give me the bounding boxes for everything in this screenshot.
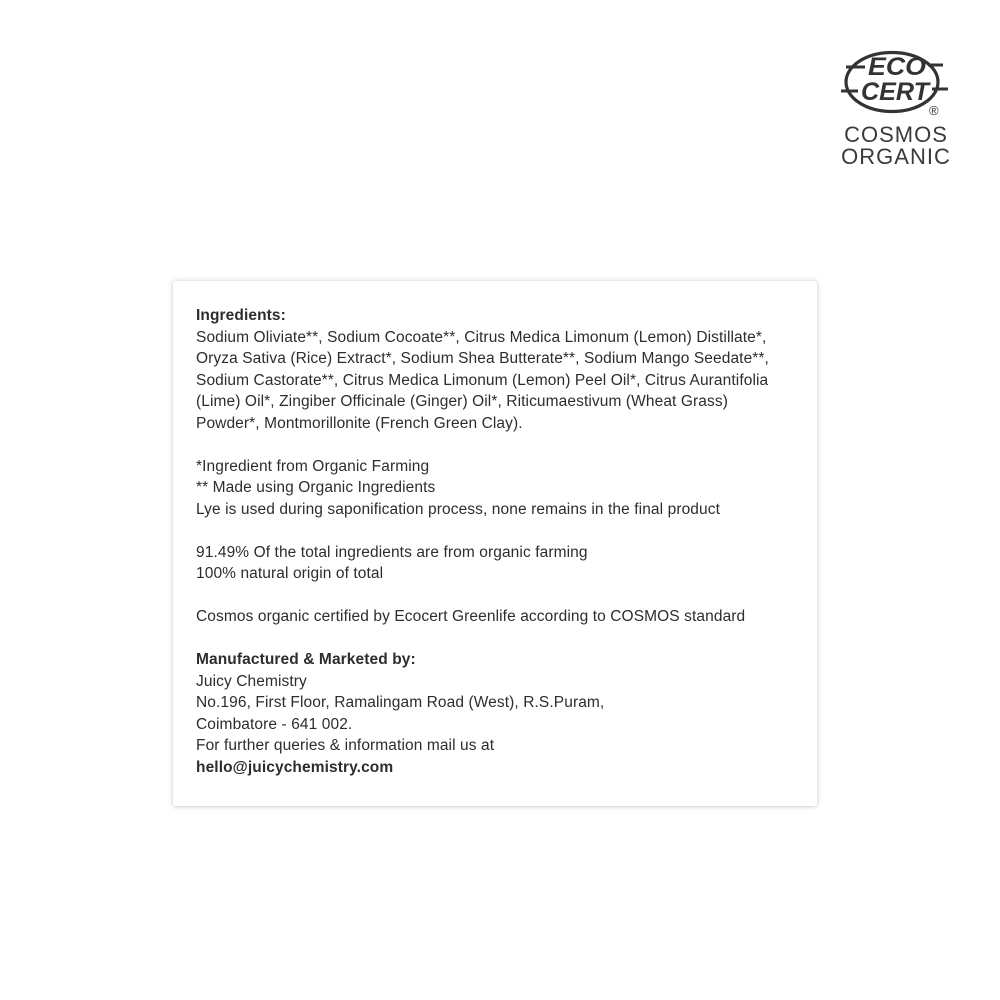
contact-note: For further queries & information mail us at [196, 737, 495, 754]
manufacturer-address-line1: No.196, First Floor, Ramalingam Road (West), R.S.Puram, [196, 694, 605, 711]
text-line: Sodium Castorate**, Citrus Medica Limonum (Lemon) Peel Oil*, Citrus Aurantifolia [196, 371, 769, 389]
manufacturer-section [196, 649, 794, 778]
manufacturer-name: Juicy Chemistry [196, 672, 307, 690]
text-line: Lye is used during saponification process, none remains in the final product [196, 500, 720, 518]
text-line: (Lime) Oil*, Zingiber Officinale (Ginger) Oil*, Riticumaestivum (Wheat Grass) [196, 393, 728, 410]
organic-label: ORGANIC [841, 144, 951, 169]
text-line: Powder*, Montmorillonite (French Green Clay). [196, 414, 523, 432]
text-line: 91.49% Of the total ingredients are from organic farming [196, 543, 588, 561]
text-line: *Ingredient from Organic Farming [196, 457, 430, 475]
text-line: ** Made using Organic Ingredients [196, 479, 436, 496]
text-line: Cosmos organic certified by Ecocert Greenlife according to COSMOS standard [196, 608, 746, 625]
cosmos-label: COSMOS [844, 122, 948, 147]
text-line: 100% natural origin of total [196, 565, 384, 582]
percentages-section [196, 542, 794, 585]
manufacturer-heading: Manufactured & Marketed by: [196, 651, 416, 668]
ecocert-cosmos-organic-logo [840, 45, 952, 168]
organic-notes-section [196, 456, 794, 521]
ingredients-heading: Ingredients: [196, 307, 286, 324]
ecocert-eco-text: ECO [868, 53, 927, 81]
ingredients-card [173, 281, 817, 806]
ecocert-logo-icon [840, 45, 952, 117]
registered-trademark-icon: ® [929, 103, 939, 117]
text-line: Oryza Sativa (Rice) Extract*, Sodium Shea Butterate**, Sodium Mango Seedate**, [196, 350, 769, 367]
certification-section [196, 606, 794, 628]
card-text [196, 305, 794, 778]
ingredients-section [196, 305, 794, 434]
manufacturer-address-line2: Coimbatore - 641 002. [196, 715, 353, 733]
contact-email: hello@juicychemistry.com [196, 758, 394, 776]
ecocert-cert-text: CERT [861, 78, 932, 106]
text-line: Sodium Oliviate**, Sodium Cocoate**, Citrus Medica Limonum (Lemon) Distillate*, [196, 328, 767, 346]
